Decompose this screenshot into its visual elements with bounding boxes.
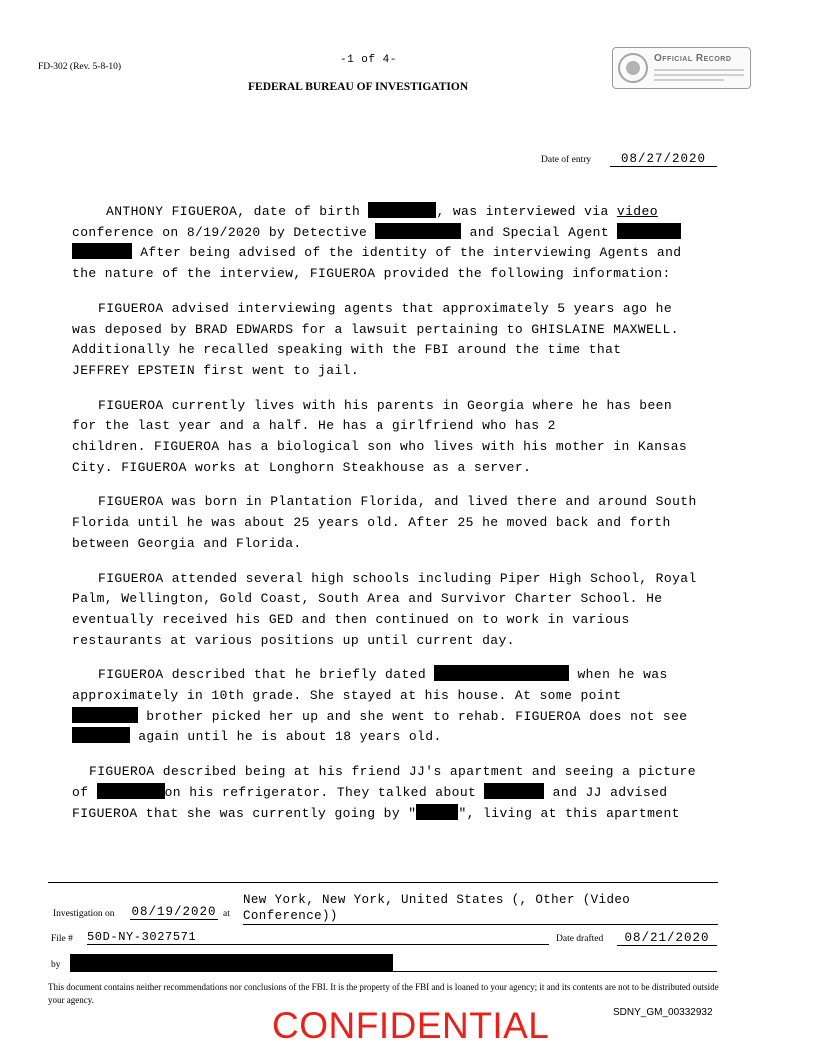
paragraph-deposition: FIGUEROA advised interviewing agents that approximately 5 years ago he was deposed by BRAD EDWARDS for a lawsuit pertaining to GHISLAINE MAXWELL. Additionally he recalled speaking with the FBI around the time that JEFFREY EPSTEIN first went to jail. [72, 300, 679, 378]
investigation-location: New York, New York, United States (, Other (Video Conference)) [243, 892, 718, 925]
date-of-entry-label: Date of entry [541, 155, 592, 165]
date-drafted-label: Date drafted [556, 934, 604, 944]
form-id: FD-302 (Rev. 5-8-10) [38, 62, 122, 72]
redaction-detective [375, 223, 461, 239]
bates-number: SDNY_GM_00332932 [613, 1007, 713, 1018]
date-of-entry-value: 08/27/2020 [610, 152, 717, 167]
paragraph-intro: ANTHONY FIGUEROA, date of birth , was interviewed via video conference on 8/19/2020 by Detective and Special Agent After being advised of the identity of the interviewing Agents and the nature of the interview, FIGUEROA provided the following information: [72, 204, 682, 282]
paragraph-birthplace: FIGUEROA was born in Plantation Florida, and lived there and around South Florida until he was about 25 years old. After 25 he moved back and forth between Georgia and Florida. [72, 494, 697, 551]
interview-body [72, 202, 722, 838]
by-underline [70, 971, 717, 972]
redaction-name [97, 783, 165, 799]
redaction-name [434, 665, 569, 681]
fbi-seal-icon [618, 53, 648, 83]
redaction-dob [368, 202, 436, 218]
redaction-name [484, 783, 544, 799]
by-label: by [51, 960, 61, 970]
date-drafted-value: 08/21/2020 [617, 931, 717, 946]
page-number: -1 of 4- [340, 54, 397, 66]
official-record-label: Official Record [654, 53, 732, 64]
disclaimer: This document contains neither recommendations nor conclusions of the FBI. It is the property of the FBI and is loaned to your agency; it and its contents are not to be distributed outside your agency. [48, 982, 719, 1005]
at-label: at [223, 909, 230, 919]
paragraph-apartment: FIGUEROA described being at his friend JJ's apartment and seeing a picture of on his refrigerator. They talked about and JJ advised FIGUEROA that she was currently going by " ", living at this apartment [72, 764, 696, 821]
redaction-agent [617, 223, 681, 239]
paragraph-residence: FIGUEROA currently lives with his parents in Georgia where he has been for the last year and a half. He has a girlfriend who has 2 children. FIGUEROA has a biological son who lives with his mother in Kansas City. FIGUEROA works at Longhorn Steakhouse as a server. [72, 397, 688, 475]
paragraph-schools: FIGUEROA attended several high schools including Piper High School, Royal Palm, Wellington, Gold Coast, South Area and Survivor Charter School. He eventually received his GED and then continued on to work in various restaurants at various positions up until current day. [72, 570, 697, 648]
paragraph-dating: FIGUEROA described that he briefly dated when he was approximately in 10th grade. She stayed at his house. At some point brother picked her up and she went to rehab. FIGUEROA does not see again until he is about 18 years old. [72, 667, 688, 745]
redaction-author [70, 954, 393, 971]
file-number: 50D-NY-3027571 [87, 930, 549, 945]
redaction-name [72, 727, 130, 743]
confidential-stamp: CONFIDENTIAL [272, 1005, 550, 1046]
file-number-label: File # [51, 934, 73, 944]
official-record-stamp [612, 47, 751, 89]
investigation-on-label: Investigation on [53, 909, 115, 919]
redaction-alias [416, 804, 458, 820]
redaction-name [72, 707, 138, 723]
redaction-agent-cont [72, 243, 132, 259]
agency-title: FEDERAL BUREAU OF INVESTIGATION [248, 81, 469, 93]
footer-divider [48, 882, 718, 883]
investigation-date: 08/19/2020 [131, 905, 217, 919]
